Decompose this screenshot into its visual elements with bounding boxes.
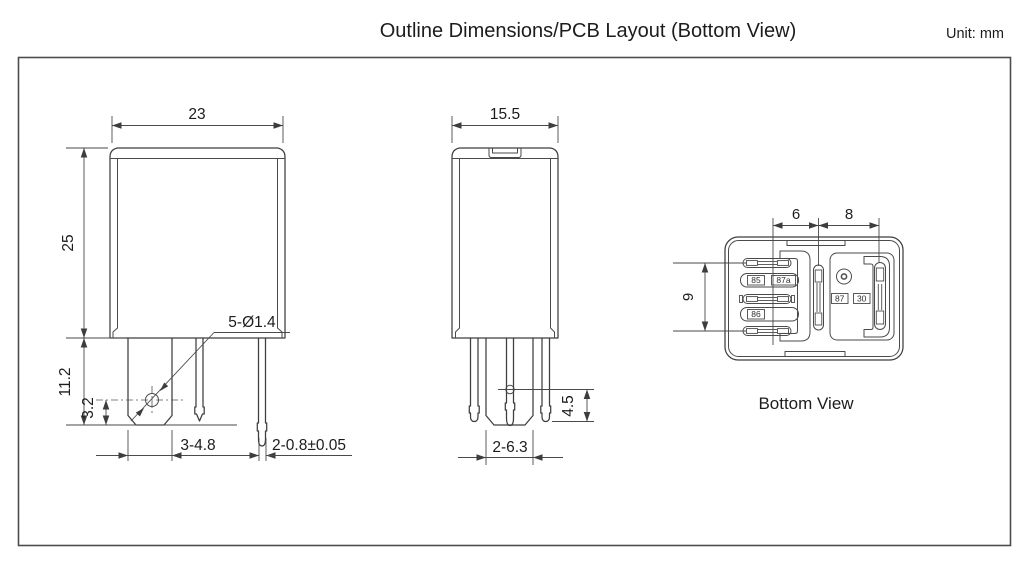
dim-pin-length: 11.2 (57, 367, 74, 397)
bottom-view-caption: Bottom View (758, 394, 854, 413)
dim-pitch-right: 8 (844, 206, 854, 223)
side-view-dimensions (452, 106, 594, 465)
dim-side-width: 15.5 (489, 106, 521, 123)
front-view (57, 106, 352, 461)
dim-hole-callout: 5-Ø1.4 (228, 314, 276, 331)
side-view-pins (469, 338, 550, 426)
bottom-view (673, 206, 903, 413)
dim-thin-pin: 2-0.8±0.05 (271, 437, 347, 454)
front-view-pins (96, 338, 267, 446)
dim-pitch-vertical: 9 (680, 292, 697, 302)
leader-arrow (160, 383, 168, 392)
bottom-view-center (780, 251, 824, 341)
dim-side-wide-pin: 2-6.3 (492, 439, 528, 456)
dim-front-width: 23 (188, 106, 206, 123)
dim-hole-offset: 3.2 (80, 397, 97, 419)
bottom-view-left-pins (740, 259, 795, 336)
pin-label-30: 30 (856, 293, 867, 304)
pin-label-85: 85 (751, 275, 761, 285)
dim-hole-height: 4.5 (560, 395, 577, 417)
page-title: Outline Dimensions/PCB Layout (Bottom View) (379, 20, 797, 42)
side-view-body (452, 148, 558, 338)
dim-wide-pin: 3-4.8 (180, 437, 216, 454)
dim-front-height: 25 (60, 234, 77, 252)
front-view-body (110, 148, 285, 338)
pin-label-87a: 87a (776, 275, 791, 285)
pin-label-87: 87 (834, 293, 845, 304)
bottom-view-right-panel (830, 253, 894, 340)
pcb-mark-dot (841, 274, 846, 279)
unit-label: Unit: mm (946, 26, 1004, 42)
side-view (452, 106, 594, 465)
pcb-mark-circle (837, 269, 852, 284)
pin-label-86: 86 (751, 309, 761, 319)
dim-pitch-left: 6 (791, 206, 801, 223)
